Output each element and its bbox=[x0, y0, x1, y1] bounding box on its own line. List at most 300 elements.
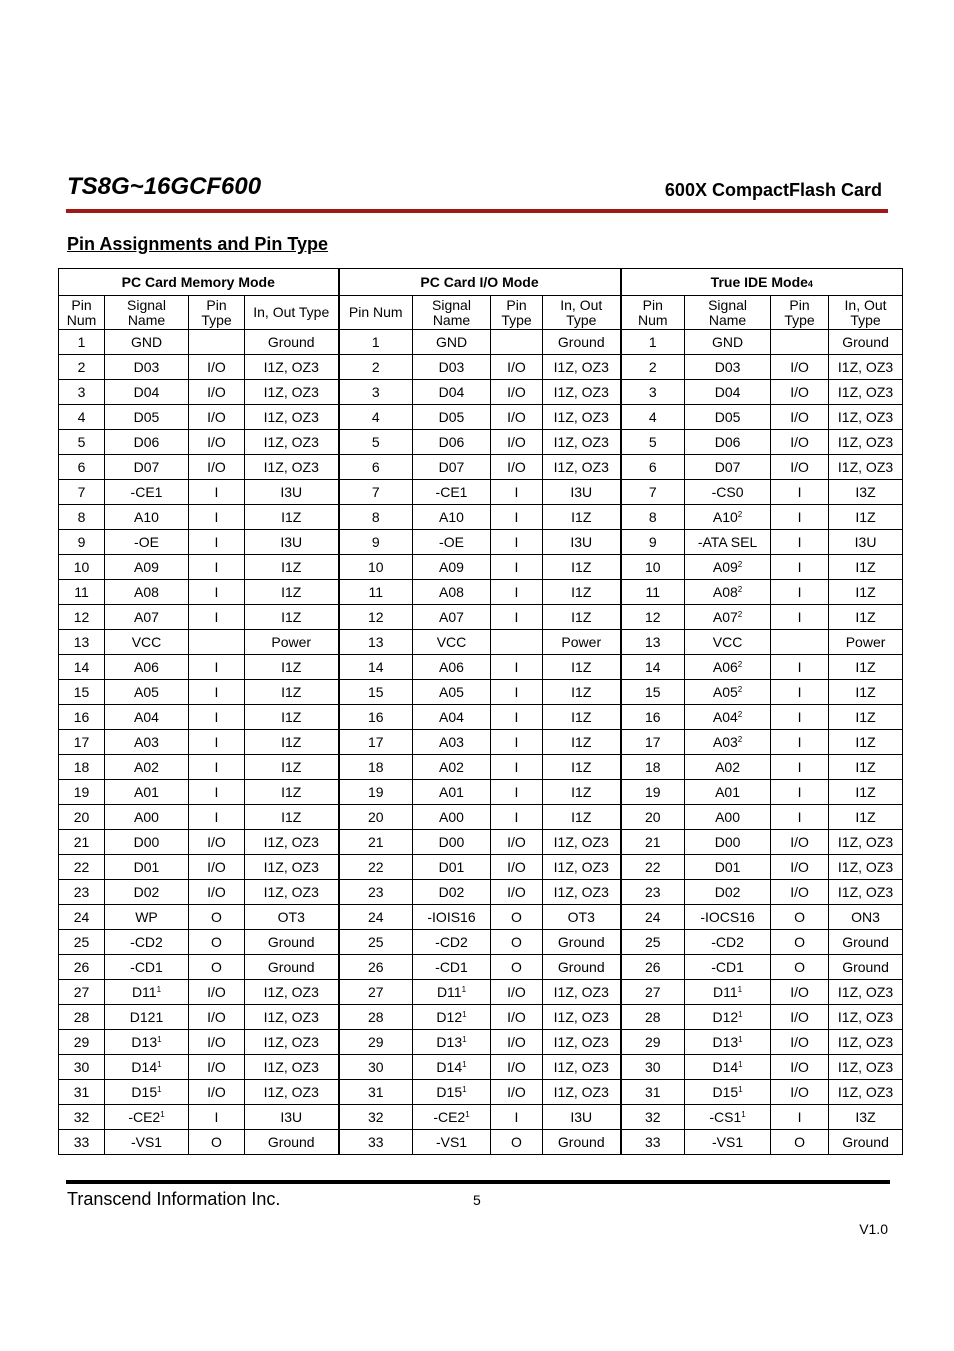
table-cell: 21 bbox=[59, 830, 105, 855]
table-cell: 1 bbox=[59, 330, 105, 355]
table-cell: I bbox=[189, 555, 245, 580]
table-cell bbox=[771, 330, 829, 355]
table-cell: I1Z bbox=[829, 655, 903, 680]
table-cell: 30 bbox=[621, 1055, 685, 1080]
table-row bbox=[59, 605, 903, 630]
table-cell: 25 bbox=[621, 930, 685, 955]
table-cell: I bbox=[491, 605, 543, 630]
table-cell: I bbox=[491, 730, 543, 755]
table-cell: I1Z, OZ3 bbox=[543, 1005, 621, 1030]
table-cell: 21 bbox=[621, 830, 685, 855]
table-cell: -IOCS16 bbox=[685, 905, 771, 930]
footer-company: Transcend Information Inc. bbox=[67, 1189, 281, 1209]
table-cell: I bbox=[491, 805, 543, 830]
column-header-text: Pin bbox=[642, 296, 663, 313]
table-cell bbox=[189, 330, 245, 355]
table-cell: I/O bbox=[771, 1030, 829, 1055]
table-cell: I1Z bbox=[543, 780, 621, 805]
table-cell: I bbox=[189, 705, 245, 730]
table-cell: 15 bbox=[339, 680, 413, 705]
table-cell: A06 bbox=[413, 655, 491, 680]
table-cell: Ground bbox=[245, 955, 339, 980]
table-cell: I/O bbox=[491, 1080, 543, 1105]
table-cell: 18 bbox=[59, 755, 105, 780]
table-cell: D07 bbox=[413, 455, 491, 480]
table-cell: Ground bbox=[543, 1130, 621, 1155]
table-cell: D06 bbox=[105, 430, 189, 455]
table-cell: 18 bbox=[621, 755, 685, 780]
column-header-text: Pin bbox=[71, 296, 92, 313]
table-cell: $D12^1$ bbox=[685, 1005, 771, 1030]
table-cell: D07 bbox=[685, 455, 771, 480]
column-header bbox=[771, 296, 829, 330]
table-row bbox=[59, 505, 903, 530]
table-cell: 15 bbox=[621, 680, 685, 705]
table-cell: 7 bbox=[59, 480, 105, 505]
table-cell: I/O bbox=[771, 430, 829, 455]
table-cell: I/O bbox=[771, 405, 829, 430]
table-cell: I bbox=[771, 1105, 829, 1130]
table-cell: O bbox=[491, 930, 543, 955]
table-cell: I3U bbox=[829, 530, 903, 555]
column-header-text: Name bbox=[127, 311, 166, 328]
table-cell: A02 bbox=[413, 755, 491, 780]
table-cell: I1Z, OZ3 bbox=[543, 405, 621, 430]
table-cell: 23 bbox=[339, 880, 413, 905]
table-cell: 5 bbox=[59, 430, 105, 455]
table-row bbox=[59, 480, 903, 505]
table-cell: -VS1 bbox=[105, 1130, 189, 1155]
table-cell: 15 bbox=[59, 680, 105, 705]
table-cell: OT3 bbox=[543, 905, 621, 930]
column-header-text: Num bbox=[66, 311, 97, 328]
column-header-text: Type bbox=[850, 311, 881, 328]
table-cell: I bbox=[189, 1105, 245, 1130]
table-cell: 29 bbox=[621, 1030, 685, 1055]
column-header bbox=[491, 296, 543, 330]
document-model-title: TS8G~16GCF600 bbox=[67, 173, 262, 200]
table-cell: 11 bbox=[339, 580, 413, 605]
table-cell: A09 bbox=[105, 555, 189, 580]
table-cell: 20 bbox=[339, 805, 413, 830]
table-cell: I1Z bbox=[543, 655, 621, 680]
table-cell: I1Z bbox=[245, 680, 339, 705]
table-cell: I/O bbox=[771, 1080, 829, 1105]
table-cell: $A09^2$ bbox=[685, 555, 771, 580]
table-cell: I bbox=[189, 755, 245, 780]
table-cell: 29 bbox=[339, 1030, 413, 1055]
table-cell: I bbox=[491, 480, 543, 505]
table-cell: 9 bbox=[59, 530, 105, 555]
table-cell: I bbox=[771, 805, 829, 830]
table-cell: I/O bbox=[491, 430, 543, 455]
table-cell: I1Z bbox=[543, 805, 621, 830]
table-cell: I bbox=[771, 655, 829, 680]
table-cell: I1Z bbox=[829, 730, 903, 755]
table-cell: GND bbox=[685, 330, 771, 355]
table-cell: I bbox=[491, 1105, 543, 1130]
table-cell: I/O bbox=[771, 1055, 829, 1080]
table-cell: 22 bbox=[59, 855, 105, 880]
table-cell: $A03^2$ bbox=[685, 730, 771, 755]
table-cell: 10 bbox=[621, 555, 685, 580]
table-cell: Power bbox=[829, 630, 903, 655]
table-cell: I1Z bbox=[543, 680, 621, 705]
table-cell: 1 bbox=[621, 330, 685, 355]
table-cell: 8 bbox=[59, 505, 105, 530]
table-cell: D05 bbox=[685, 405, 771, 430]
table-cell: A05 bbox=[105, 680, 189, 705]
table-cell: Ground bbox=[829, 1130, 903, 1155]
table-cell: $D11^1$ bbox=[105, 980, 189, 1005]
table-cell: 32 bbox=[621, 1105, 685, 1130]
table-cell: 22 bbox=[339, 855, 413, 880]
table-cell: I1Z, OZ3 bbox=[829, 455, 903, 480]
table-cell: D01 bbox=[685, 855, 771, 880]
table-row bbox=[59, 1130, 903, 1155]
table-cell: 23 bbox=[59, 880, 105, 905]
table-cell: 10 bbox=[59, 555, 105, 580]
table-cell bbox=[189, 630, 245, 655]
table-cell: A03 bbox=[413, 730, 491, 755]
column-header-text: In, Out bbox=[560, 296, 603, 313]
table-cell: I1Z bbox=[829, 755, 903, 780]
table-cell: O bbox=[189, 930, 245, 955]
table-cell: O bbox=[491, 905, 543, 930]
table-cell: 26 bbox=[621, 955, 685, 980]
footer-divider bbox=[66, 1180, 890, 1184]
table-cell: 14 bbox=[59, 655, 105, 680]
table-cell: I1Z bbox=[543, 705, 621, 730]
table-row bbox=[59, 555, 903, 580]
table-cell: 31 bbox=[339, 1080, 413, 1105]
table-cell: ON3 bbox=[829, 905, 903, 930]
table-cell: 26 bbox=[59, 955, 105, 980]
table-cell: I1Z, OZ3 bbox=[245, 880, 339, 905]
table-cell: D05 bbox=[105, 405, 189, 430]
table-cell: O bbox=[189, 905, 245, 930]
table-cell: A07 bbox=[105, 605, 189, 630]
table-row bbox=[59, 430, 903, 455]
table-row bbox=[59, 855, 903, 880]
table-cell: D01 bbox=[413, 855, 491, 880]
table-cell: I1Z bbox=[245, 505, 339, 530]
table-cell: I1Z, OZ3 bbox=[543, 430, 621, 455]
table-cell: I/O bbox=[189, 880, 245, 905]
table-cell: 20 bbox=[59, 805, 105, 830]
table-cell: I1Z, OZ3 bbox=[829, 830, 903, 855]
table-cell: I1Z bbox=[829, 705, 903, 730]
table-cell: I/O bbox=[491, 855, 543, 880]
table-cell: 2 bbox=[621, 355, 685, 380]
table-cell: I/O bbox=[189, 855, 245, 880]
table-cell: A08 bbox=[105, 580, 189, 605]
table-cell: $-CS1^1$ bbox=[685, 1105, 771, 1130]
table-cell: I3U bbox=[543, 480, 621, 505]
table-cell: O bbox=[491, 955, 543, 980]
table-cell: $D13^1$ bbox=[685, 1030, 771, 1055]
table-cell: I/O bbox=[189, 1030, 245, 1055]
table-cell: Power bbox=[543, 630, 621, 655]
table-cell: I1Z, OZ3 bbox=[245, 1055, 339, 1080]
table-cell: 28 bbox=[59, 1005, 105, 1030]
table-cell: $A08^2$ bbox=[685, 580, 771, 605]
table-cell: I1Z, OZ3 bbox=[245, 1080, 339, 1105]
table-cell: 16 bbox=[339, 705, 413, 730]
table-cell: 33 bbox=[59, 1130, 105, 1155]
table-cell: -CD1 bbox=[685, 955, 771, 980]
table-row bbox=[59, 755, 903, 780]
table-cell: I1Z bbox=[245, 755, 339, 780]
table-cell: I3U bbox=[543, 530, 621, 555]
table-cell: 27 bbox=[339, 980, 413, 1005]
table-row bbox=[59, 330, 903, 355]
table-cell: A09 bbox=[413, 555, 491, 580]
table-row bbox=[59, 1005, 903, 1030]
table-cell: I bbox=[189, 530, 245, 555]
table-cell: D02 bbox=[413, 880, 491, 905]
table-cell: $D11^1$ bbox=[685, 980, 771, 1005]
table-cell: I3U bbox=[543, 1105, 621, 1130]
table-cell: D02 bbox=[685, 880, 771, 905]
table-cell: I1Z, OZ3 bbox=[245, 1005, 339, 1030]
column-header-text: Type bbox=[501, 311, 532, 328]
table-cell: $-CE2^1$ bbox=[105, 1105, 189, 1130]
table-cell: $D15^1$ bbox=[413, 1080, 491, 1105]
table-cell: -CD1 bbox=[105, 955, 189, 980]
table-row bbox=[59, 955, 903, 980]
table-cell: $D12^1$ bbox=[413, 1005, 491, 1030]
table-cell: I1Z bbox=[829, 805, 903, 830]
pin-rows bbox=[59, 330, 903, 1155]
page-number: 5 bbox=[473, 1192, 481, 1208]
table-cell: I1Z, OZ3 bbox=[829, 880, 903, 905]
table-cell: 17 bbox=[59, 730, 105, 755]
table-cell: -ATA SEL bbox=[685, 530, 771, 555]
table-cell: D121 bbox=[105, 1005, 189, 1030]
table-cell: VCC bbox=[413, 630, 491, 655]
table-cell: I1Z bbox=[543, 605, 621, 630]
table-cell: A10 bbox=[105, 505, 189, 530]
table-cell: 24 bbox=[621, 905, 685, 930]
table-cell: I1Z, OZ3 bbox=[245, 455, 339, 480]
table-cell: 30 bbox=[59, 1055, 105, 1080]
table-cell: D06 bbox=[685, 430, 771, 455]
table-cell: I bbox=[491, 680, 543, 705]
table-cell: D00 bbox=[413, 830, 491, 855]
table-cell: I bbox=[491, 555, 543, 580]
table-cell: 13 bbox=[621, 630, 685, 655]
table-cell: I1Z, OZ3 bbox=[543, 980, 621, 1005]
table-cell: I bbox=[491, 755, 543, 780]
table-cell: Ground bbox=[543, 930, 621, 955]
table-cell: I/O bbox=[189, 980, 245, 1005]
table-cell: 20 bbox=[621, 805, 685, 830]
table-cell: Ground bbox=[543, 955, 621, 980]
column-header bbox=[339, 296, 413, 330]
table-cell: I1Z, OZ3 bbox=[829, 855, 903, 880]
table-cell: I1Z bbox=[829, 780, 903, 805]
table-cell: O bbox=[189, 955, 245, 980]
table-cell: A08 bbox=[413, 580, 491, 605]
table-cell: D03 bbox=[685, 355, 771, 380]
table-cell: I1Z bbox=[829, 505, 903, 530]
table-cell: I bbox=[771, 580, 829, 605]
table-cell: 17 bbox=[621, 730, 685, 755]
column-header-text: Type bbox=[566, 311, 597, 328]
table-cell: GND bbox=[105, 330, 189, 355]
table-row bbox=[59, 1105, 903, 1130]
table-cell: I/O bbox=[189, 405, 245, 430]
table-cell: I/O bbox=[771, 880, 829, 905]
table-cell: 22 bbox=[621, 855, 685, 880]
table-cell: 2 bbox=[339, 355, 413, 380]
table-cell: I3Z bbox=[829, 480, 903, 505]
table-cell: 5 bbox=[339, 430, 413, 455]
table-cell: A00 bbox=[685, 805, 771, 830]
table-cell: 25 bbox=[59, 930, 105, 955]
table-cell: I1Z, OZ3 bbox=[543, 1080, 621, 1105]
table-cell: 4 bbox=[339, 405, 413, 430]
table-cell: I/O bbox=[189, 455, 245, 480]
table-cell: 11 bbox=[59, 580, 105, 605]
table-cell: Ground bbox=[829, 955, 903, 980]
table-row bbox=[59, 1030, 903, 1055]
table-cell: I1Z, OZ3 bbox=[543, 880, 621, 905]
table-cell: I1Z bbox=[245, 805, 339, 830]
table-cell: I/O bbox=[771, 830, 829, 855]
table-cell: I/O bbox=[771, 855, 829, 880]
table-cell: 5 bbox=[621, 430, 685, 455]
table-row bbox=[59, 1080, 903, 1105]
table-cell bbox=[491, 330, 543, 355]
table-cell: Ground bbox=[829, 930, 903, 955]
table-cell: I3Z bbox=[829, 1105, 903, 1130]
table-cell: I bbox=[491, 580, 543, 605]
table-cell: -CD2 bbox=[413, 930, 491, 955]
table-cell: A00 bbox=[413, 805, 491, 830]
table-cell: 6 bbox=[339, 455, 413, 480]
table-cell: $D14^1$ bbox=[105, 1055, 189, 1080]
table-cell: I/O bbox=[491, 355, 543, 380]
table-cell: I1Z bbox=[543, 755, 621, 780]
table-cell: I1Z bbox=[829, 580, 903, 605]
table-cell: D04 bbox=[105, 380, 189, 405]
table-cell: I bbox=[771, 680, 829, 705]
table-cell: 3 bbox=[339, 380, 413, 405]
table-cell: A03 bbox=[105, 730, 189, 755]
table-cell: $A05^2$ bbox=[685, 680, 771, 705]
table-cell: I1Z, OZ3 bbox=[829, 430, 903, 455]
table-cell: $A04^2$ bbox=[685, 705, 771, 730]
table-cell: 1 bbox=[339, 330, 413, 355]
table-cell: 2 bbox=[59, 355, 105, 380]
table-cell: $A06^2$ bbox=[685, 655, 771, 680]
table-cell: A10 bbox=[413, 505, 491, 530]
table-cell: 7 bbox=[621, 480, 685, 505]
table-cell: I bbox=[771, 480, 829, 505]
table-cell: 29 bbox=[59, 1030, 105, 1055]
table-cell: $D15^1$ bbox=[685, 1080, 771, 1105]
table-cell: D07 bbox=[105, 455, 189, 480]
column-header-text: Signal bbox=[127, 296, 166, 313]
table-cell: I bbox=[189, 730, 245, 755]
table-cell: I1Z, OZ3 bbox=[543, 355, 621, 380]
table-cell: I bbox=[491, 655, 543, 680]
table-cell: -CD2 bbox=[105, 930, 189, 955]
table-cell: -CE1 bbox=[105, 480, 189, 505]
table-cell: I1Z, OZ3 bbox=[829, 355, 903, 380]
group-io-mode: PC Card I/O Mode bbox=[339, 269, 621, 296]
table-cell: I1Z, OZ3 bbox=[245, 405, 339, 430]
table-cell: 28 bbox=[339, 1005, 413, 1030]
table-cell: I/O bbox=[491, 830, 543, 855]
table-row bbox=[59, 680, 903, 705]
table-cell: 9 bbox=[339, 530, 413, 555]
table-cell: 18 bbox=[339, 755, 413, 780]
table-cell: WP bbox=[105, 905, 189, 930]
table-cell: I bbox=[189, 505, 245, 530]
table-cell: 13 bbox=[59, 630, 105, 655]
table-row bbox=[59, 355, 903, 380]
column-header bbox=[245, 296, 339, 330]
table-row bbox=[59, 730, 903, 755]
table-row bbox=[59, 1055, 903, 1080]
group-memory-mode: PC Card Memory Mode bbox=[59, 269, 339, 296]
table-cell: I bbox=[189, 780, 245, 805]
table-cell: I1Z, OZ3 bbox=[543, 1055, 621, 1080]
table-cell: 16 bbox=[621, 705, 685, 730]
table-cell: I1Z, OZ3 bbox=[245, 980, 339, 1005]
table-cell: I1Z, OZ3 bbox=[245, 830, 339, 855]
table-cell: O bbox=[491, 1130, 543, 1155]
table-cell: I/O bbox=[771, 355, 829, 380]
table-cell: $D15^1$ bbox=[105, 1080, 189, 1105]
table-row bbox=[59, 655, 903, 680]
table-cell: -OE bbox=[105, 530, 189, 555]
table-cell: A04 bbox=[413, 705, 491, 730]
table-row bbox=[59, 930, 903, 955]
table-cell bbox=[491, 630, 543, 655]
table-cell: 14 bbox=[339, 655, 413, 680]
table-cell: D05 bbox=[413, 405, 491, 430]
table-cell: Ground bbox=[245, 930, 339, 955]
table-cell: $A10^2$ bbox=[685, 505, 771, 530]
table-row bbox=[59, 805, 903, 830]
table-cell: I1Z, OZ3 bbox=[543, 455, 621, 480]
table-cell: 27 bbox=[59, 980, 105, 1005]
table-cell: I bbox=[189, 655, 245, 680]
column-header-text: Pin bbox=[206, 296, 227, 313]
table-row bbox=[59, 580, 903, 605]
column-header-text: Pin Num bbox=[348, 304, 403, 320]
column-header-text: In, Out Type bbox=[253, 304, 330, 320]
column-header-text: Signal bbox=[708, 296, 747, 313]
table-cell: I1Z, OZ3 bbox=[829, 1030, 903, 1055]
table-cell: I bbox=[491, 530, 543, 555]
table-cell: I1Z bbox=[543, 505, 621, 530]
table-cell: I1Z, OZ3 bbox=[829, 380, 903, 405]
column-header-text: Type bbox=[201, 311, 232, 328]
table-cell: $A07^2$ bbox=[685, 605, 771, 630]
table-cell: I1Z bbox=[245, 580, 339, 605]
table-cell: I1Z bbox=[829, 680, 903, 705]
document-version: V1.0 bbox=[859, 1221, 888, 1237]
table-cell: I1Z bbox=[245, 655, 339, 680]
table-cell: -CE1 bbox=[413, 480, 491, 505]
table-cell: I/O bbox=[771, 1005, 829, 1030]
table-cell: I bbox=[491, 780, 543, 805]
